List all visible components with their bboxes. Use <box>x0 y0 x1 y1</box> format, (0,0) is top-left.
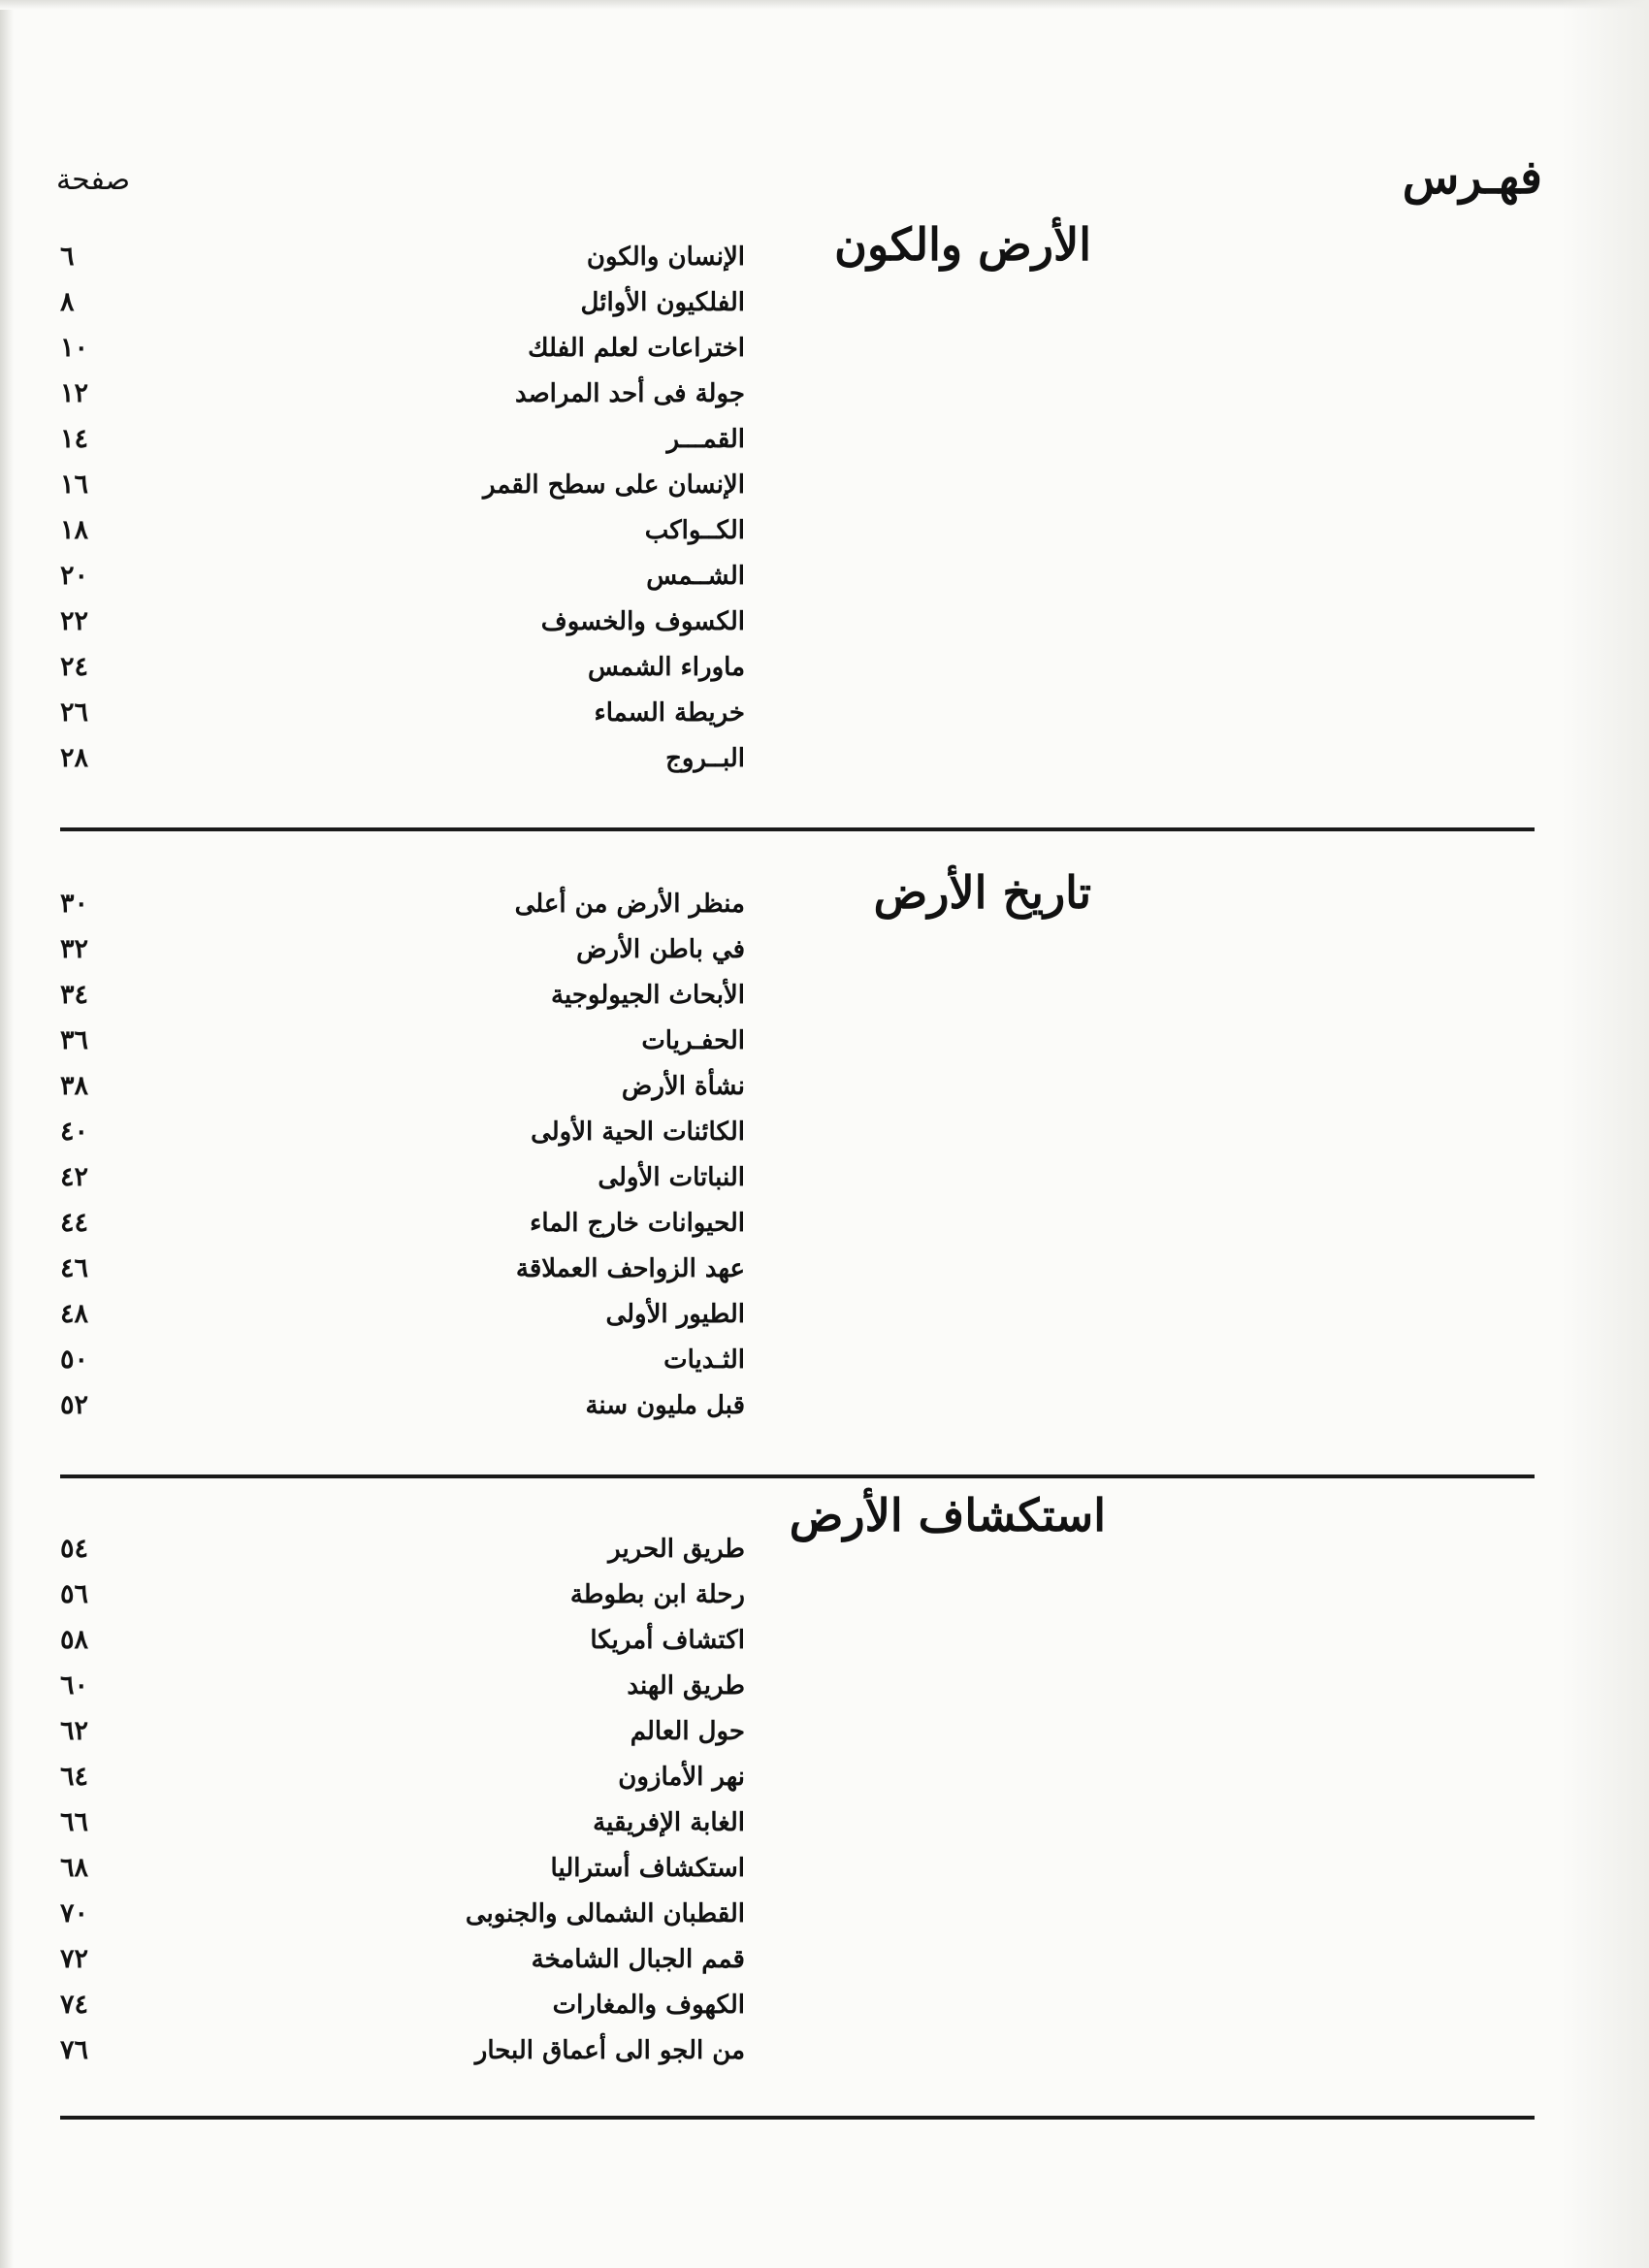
toc-entry[interactable] <box>0 1575 1649 1621</box>
entry-title: البــروج <box>665 744 745 773</box>
entry-page-number: ١٤ <box>60 424 89 454</box>
toc-entry[interactable] <box>0 1940 1649 1986</box>
entry-title: الكــواكب <box>644 516 745 545</box>
toc-entry[interactable] <box>0 885 1649 930</box>
section-title: استكشاف الأرض <box>789 1489 1106 1541</box>
page-column-header: صفحة <box>56 163 131 197</box>
entry-page-number: ٦٢ <box>60 1716 89 1746</box>
entry-page-number: ٤٦ <box>60 1253 89 1283</box>
toc-entry[interactable] <box>0 930 1649 976</box>
toc-entry[interactable] <box>0 1758 1649 1803</box>
entry-title: طريق الحرير <box>608 1535 745 1564</box>
toc-entry[interactable] <box>0 420 1649 466</box>
entry-page-number: ٣٢ <box>60 934 89 964</box>
entry-title: جولة فى أحد المراصد <box>514 379 745 408</box>
entry-page-number: ٤٢ <box>60 1162 89 1192</box>
toc-entry[interactable] <box>0 1295 1649 1341</box>
entry-page-number: ٣٦ <box>60 1025 89 1055</box>
entry-title: رحلة ابن بطوطة <box>569 1580 745 1609</box>
entry-title: الغابة الإفريقية <box>593 1808 745 1837</box>
entry-title: الفلكيون الأوائل <box>580 288 745 317</box>
toc-entry[interactable] <box>0 511 1649 557</box>
toc-entry[interactable] <box>0 1530 1649 1575</box>
section-divider <box>60 2116 1535 2120</box>
toc-entry[interactable] <box>0 1158 1649 1204</box>
toc-entry[interactable] <box>0 557 1649 602</box>
toc-entry[interactable] <box>0 1067 1649 1113</box>
entry-title: القمـــر <box>666 425 745 454</box>
toc-entry[interactable] <box>0 1621 1649 1667</box>
toc-entry[interactable] <box>0 694 1649 739</box>
toc-entry[interactable] <box>0 238 1649 283</box>
toc-entry[interactable] <box>0 1341 1649 1386</box>
toc-entry[interactable] <box>0 1113 1649 1158</box>
entry-page-number: ٧٠ <box>60 1898 89 1928</box>
toc-entry[interactable] <box>0 1895 1649 1940</box>
entry-title: ماوراء الشمس <box>588 653 745 682</box>
entry-title: الشــمس <box>646 562 745 591</box>
entry-page-number: ٦٤ <box>60 1762 89 1792</box>
entry-title: الكهوف والمغارات <box>552 1991 745 2020</box>
entry-title: خريطة السماء <box>594 698 745 728</box>
entry-page-number: ٧٦ <box>60 2035 89 2065</box>
section-divider <box>60 1474 1535 1478</box>
entry-title: نشأة الأرض <box>621 1072 745 1101</box>
toc-entry[interactable] <box>0 648 1649 694</box>
entry-title: منظر الأرض من أعلى <box>514 890 745 919</box>
entry-page-number: ١٨ <box>60 515 89 545</box>
entry-page-number: ٣٠ <box>60 889 89 919</box>
entry-title: الأبحاث الجيولوجية <box>551 981 745 1010</box>
entry-title: القطبان الشمالى والجنوبى <box>465 1899 745 1928</box>
entry-title: استكشاف أستراليا <box>550 1854 745 1883</box>
entry-page-number: ٦ <box>60 242 75 272</box>
toc-entry[interactable] <box>0 1849 1649 1895</box>
entry-page-number: ٦٦ <box>60 1807 89 1837</box>
entry-page-number: ٤٤ <box>60 1208 89 1238</box>
entry-title: الحفـريات <box>641 1026 745 1055</box>
entry-title: الكسوف والخسوف <box>540 607 745 636</box>
section-divider <box>60 827 1535 831</box>
toc-entry[interactable] <box>0 329 1649 374</box>
entry-title: الإنسان على سطح القمر <box>482 470 745 500</box>
section-title: تاريخ الأرض <box>873 866 1091 919</box>
page-top-edge <box>0 0 1649 10</box>
entry-page-number: ٤٨ <box>60 1299 89 1329</box>
entry-title: في باطن الأرض <box>576 935 745 964</box>
entry-page-number: ٣٤ <box>60 980 89 1010</box>
entry-page-number: ٦٠ <box>60 1670 89 1701</box>
toc-entry[interactable] <box>0 602 1649 648</box>
entry-title: اختراعات لعلم الفلك <box>528 334 745 363</box>
entry-page-number: ٦٨ <box>60 1853 89 1883</box>
entry-page-number: ٢٤ <box>60 652 89 682</box>
toc-entry[interactable] <box>0 1204 1649 1249</box>
section-title: الأرض والكون <box>834 218 1091 271</box>
entry-title: النباتات الأولى <box>598 1163 745 1192</box>
toc-entry[interactable] <box>0 2031 1649 2077</box>
entry-page-number: ٤٠ <box>60 1117 89 1147</box>
entry-page-number: ٥٢ <box>60 1390 89 1420</box>
entry-page-number: ١٢ <box>60 378 89 408</box>
toc-entry[interactable] <box>0 1386 1649 1432</box>
entry-page-number: ٧٤ <box>60 1990 89 2020</box>
entry-page-number: ٥٠ <box>60 1345 89 1375</box>
toc-entry[interactable] <box>0 1712 1649 1758</box>
toc-entry[interactable] <box>0 1249 1649 1295</box>
entry-title: الكائنات الحية الأولى <box>531 1118 745 1147</box>
toc-entry[interactable] <box>0 1021 1649 1067</box>
toc-entry[interactable] <box>0 374 1649 420</box>
entry-page-number: ٢٦ <box>60 697 89 728</box>
toc-entry[interactable] <box>0 739 1649 785</box>
toc-entry[interactable] <box>0 466 1649 511</box>
entry-title: الثـديات <box>663 1345 745 1375</box>
toc-entry[interactable] <box>0 1986 1649 2031</box>
entry-page-number: ٨ <box>60 287 75 317</box>
toc-entry[interactable] <box>0 1803 1649 1849</box>
entry-title: الإنسان والكون <box>586 243 745 272</box>
entry-title: قبل مليون سنة <box>585 1391 745 1420</box>
entry-title: من الجو الى أعماق البحار <box>474 2036 745 2065</box>
entry-page-number: ١٦ <box>60 470 89 500</box>
entry-title: عهد الزواحف العملاقة <box>515 1254 745 1283</box>
entry-page-number: ٧٢ <box>60 1944 89 1974</box>
entry-page-number: ٢٢ <box>60 606 89 636</box>
entry-page-number: ٥٦ <box>60 1579 89 1609</box>
entry-title: الطيور الأولى <box>605 1300 745 1329</box>
index-title: فهـرس <box>1402 150 1542 205</box>
entry-page-number: ٣٨ <box>60 1071 89 1101</box>
entry-page-number: ٢٨ <box>60 743 89 773</box>
entry-page-number: ١٠ <box>60 333 89 363</box>
entry-title: اكتشاف أمريكا <box>590 1626 745 1655</box>
entry-page-number: ٢٠ <box>60 561 89 591</box>
toc-entry[interactable] <box>0 1667 1649 1712</box>
entry-title: طريق الهند <box>627 1671 745 1701</box>
entry-title: حول العالم <box>630 1717 745 1746</box>
entry-title: نهر الأمازون <box>618 1763 745 1792</box>
entry-title: قمم الجبال الشامخة <box>531 1945 745 1974</box>
entry-page-number: ٥٨ <box>60 1625 89 1655</box>
toc-entry[interactable] <box>0 283 1649 329</box>
entry-page-number: ٥٤ <box>60 1534 89 1564</box>
entry-title: الحيوانات خارج الماء <box>530 1209 745 1238</box>
toc-entry[interactable] <box>0 976 1649 1021</box>
